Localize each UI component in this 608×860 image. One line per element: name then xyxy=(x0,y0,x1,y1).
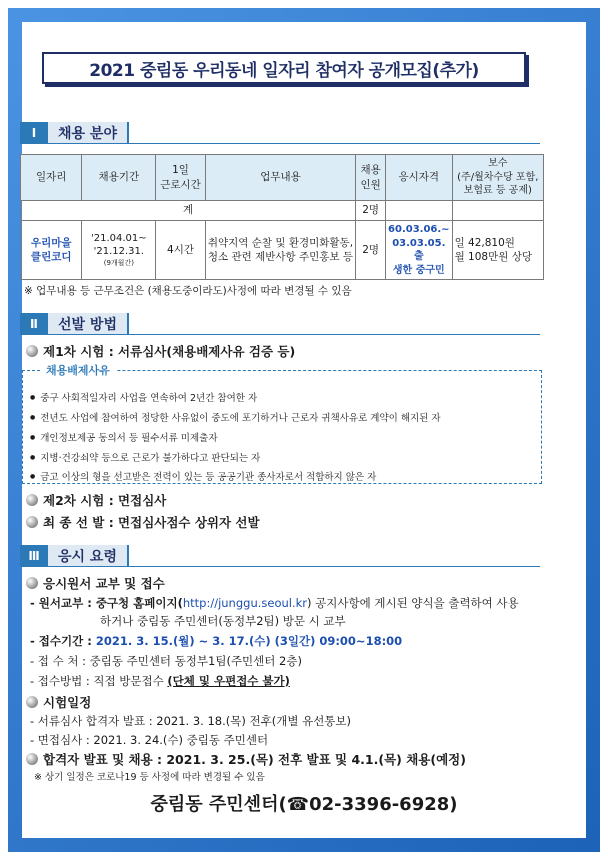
bullet-ball-icon xyxy=(26,494,38,506)
bullet-ball-icon xyxy=(26,696,38,708)
section-2-label: 선발 방법 xyxy=(48,313,129,335)
period-note: (9개월간) xyxy=(103,258,134,267)
bullet-ball-icon xyxy=(26,577,38,589)
section-1-number: Ⅰ xyxy=(20,122,48,144)
page-title: 2021 중림동 우리동네 일자리 참여자 공개모집(추가) xyxy=(89,60,479,81)
table-row xyxy=(21,221,544,280)
cell-hours: 4시간 xyxy=(156,221,206,280)
exclusion-box xyxy=(22,370,542,484)
table-total-row xyxy=(21,201,544,221)
method-value: (단체 및 우편접수 불가) xyxy=(167,674,290,688)
form-distribution xyxy=(30,595,519,611)
header-duties: 업무내용 xyxy=(205,155,355,201)
first-exam-text: 제1차 시험 : 서류심사(채용배제사유 검증 등) xyxy=(43,344,296,359)
cell-pay: 일 42,810원 월 108만원 상당 xyxy=(452,221,543,280)
method-label: - 접수방법 : 직접 방문접수 xyxy=(30,674,168,688)
exclusion-item: ● 금고 이상의 형을 선고받은 전력이 있는 등 공공기관 종사자로서 적합하지 않은 자 xyxy=(30,469,376,483)
application-period xyxy=(30,633,402,649)
bullet-ball-icon xyxy=(26,516,38,528)
header-period: 채용기간 xyxy=(82,155,156,201)
header-count: 채용 인원 xyxy=(356,155,386,201)
result-text: 합격자 발표 및 채용 : 2021. 3. 25.(목) 전후 발표 및 4.1.(목) 채용(예정) xyxy=(43,752,466,767)
table-note: ※ 업무내용 등 근무조건은 (채용도중이라도)사정에 따라 변경될 수 있음 xyxy=(24,285,352,297)
cell-count: 2명 xyxy=(356,221,386,280)
period-label: - 접수기간 : xyxy=(30,634,96,648)
second-exam xyxy=(26,491,166,509)
exclusion-item: ● 개인정보제공 동의서 등 필수서류 미제출자 xyxy=(30,430,218,444)
exclusion-item: ● 지병·건강쇠약 등으로 근로가 불가하다고 판단되는 자 xyxy=(30,450,260,464)
table-header-row xyxy=(21,155,544,201)
section-1-header xyxy=(20,122,129,144)
header-pay: 보수 (주/월차수당 포함, 보험료 등 공제) xyxy=(452,155,543,201)
result-announcement xyxy=(26,750,466,768)
form-rest: ) 공지사항에 게시된 양식을 출력하여 사용 xyxy=(307,596,519,610)
application-place: - 접 수 처 : 중림동 주민센터 동정부1팀(주민센터 2층) xyxy=(30,654,302,668)
exclusion-item: ● 전년도 사업에 참여하여 정당한 사유없이 중도에 포기하거나 근로자 귀책사유로 계약이 해지된 자 xyxy=(30,410,441,424)
section-2-header xyxy=(20,313,129,335)
bullet-ball-icon xyxy=(26,753,38,765)
bullet-ball-icon xyxy=(26,345,38,357)
period-value: 2021. 3. 15.(월) ~ 3. 17.(수) (3일간) 09:00~18:00 xyxy=(95,634,403,648)
schedule-2: - 면접심사 : 2021. 3. 24.(수) 중림동 주민센터 xyxy=(30,733,269,747)
section-3-label: 응시 요령 xyxy=(48,545,129,567)
header-qualification: 응시자격 xyxy=(386,155,453,201)
form-label: - 원서교부 : 중구청 홈페이지( xyxy=(30,596,183,610)
final-selection-text: 최 종 선 발 : 면접심사점수 상위자 선발 xyxy=(43,515,260,530)
apply-heading-text: 응시원서 교부 및 접수 xyxy=(43,576,165,591)
section-3-number: Ⅲ xyxy=(20,545,48,567)
application-method xyxy=(30,673,290,689)
cell-duties: 취약지역 순찰 및 환경미화활동, 청소 관련 제반사항 주민홍보 등 xyxy=(205,221,355,280)
exclusion-title: 채용배제사유 xyxy=(40,362,116,378)
cell-job: 우리마을 클린코디 xyxy=(21,221,82,280)
total-count: 2명 xyxy=(356,201,386,221)
section-2-number: Ⅱ xyxy=(20,313,48,335)
header-job: 일자리 xyxy=(21,155,82,201)
section-1-label: 채용 분야 xyxy=(48,122,129,144)
section-1-rule xyxy=(20,143,540,144)
title-box xyxy=(42,52,526,84)
section-2-rule xyxy=(20,334,540,335)
schedule-heading-text: 시험일정 xyxy=(43,695,92,710)
total-empty-2 xyxy=(452,201,543,221)
second-exam-text: 제2차 시험 : 면접심사 xyxy=(43,493,167,508)
header-hours: 1일 근로시간 xyxy=(156,155,206,201)
exclusion-item: ● 중구 사회적일자리 사업을 연속하여 2년간 참여한 자 xyxy=(30,390,257,404)
cell-qualification: 60.03.06.~ 03.03.05.출 생한 중구민 xyxy=(386,221,453,280)
first-exam xyxy=(26,342,295,360)
schedule-note: ※ 상기 일정은 코로나19 등 사정에 따라 변경될 수 있음 xyxy=(34,772,265,783)
schedule-heading xyxy=(26,693,91,711)
cell-period xyxy=(82,221,156,280)
total-empty-1 xyxy=(386,201,453,221)
form-url-link[interactable]: http://junggu.seoul.kr xyxy=(182,596,308,610)
period-text: '21.04.01~ '21.12.31. xyxy=(91,232,147,258)
job-table xyxy=(20,154,544,280)
section-3-rule xyxy=(20,566,540,567)
total-label: 계 xyxy=(21,201,356,221)
schedule-1: - 서류심사 합격자 발표 : 2021. 3. 18.(목) 전후(개별 유선통보) xyxy=(30,714,352,728)
final-selection xyxy=(26,513,260,531)
apply-heading xyxy=(26,574,165,592)
footer-contact: 중림동 주민센터(☎02-3396-6928) xyxy=(150,794,458,815)
form-line-2: 하거나 중림동 주민센터(동정부2팀) 방문 시 교부 xyxy=(100,614,346,628)
section-3-header xyxy=(20,545,129,567)
